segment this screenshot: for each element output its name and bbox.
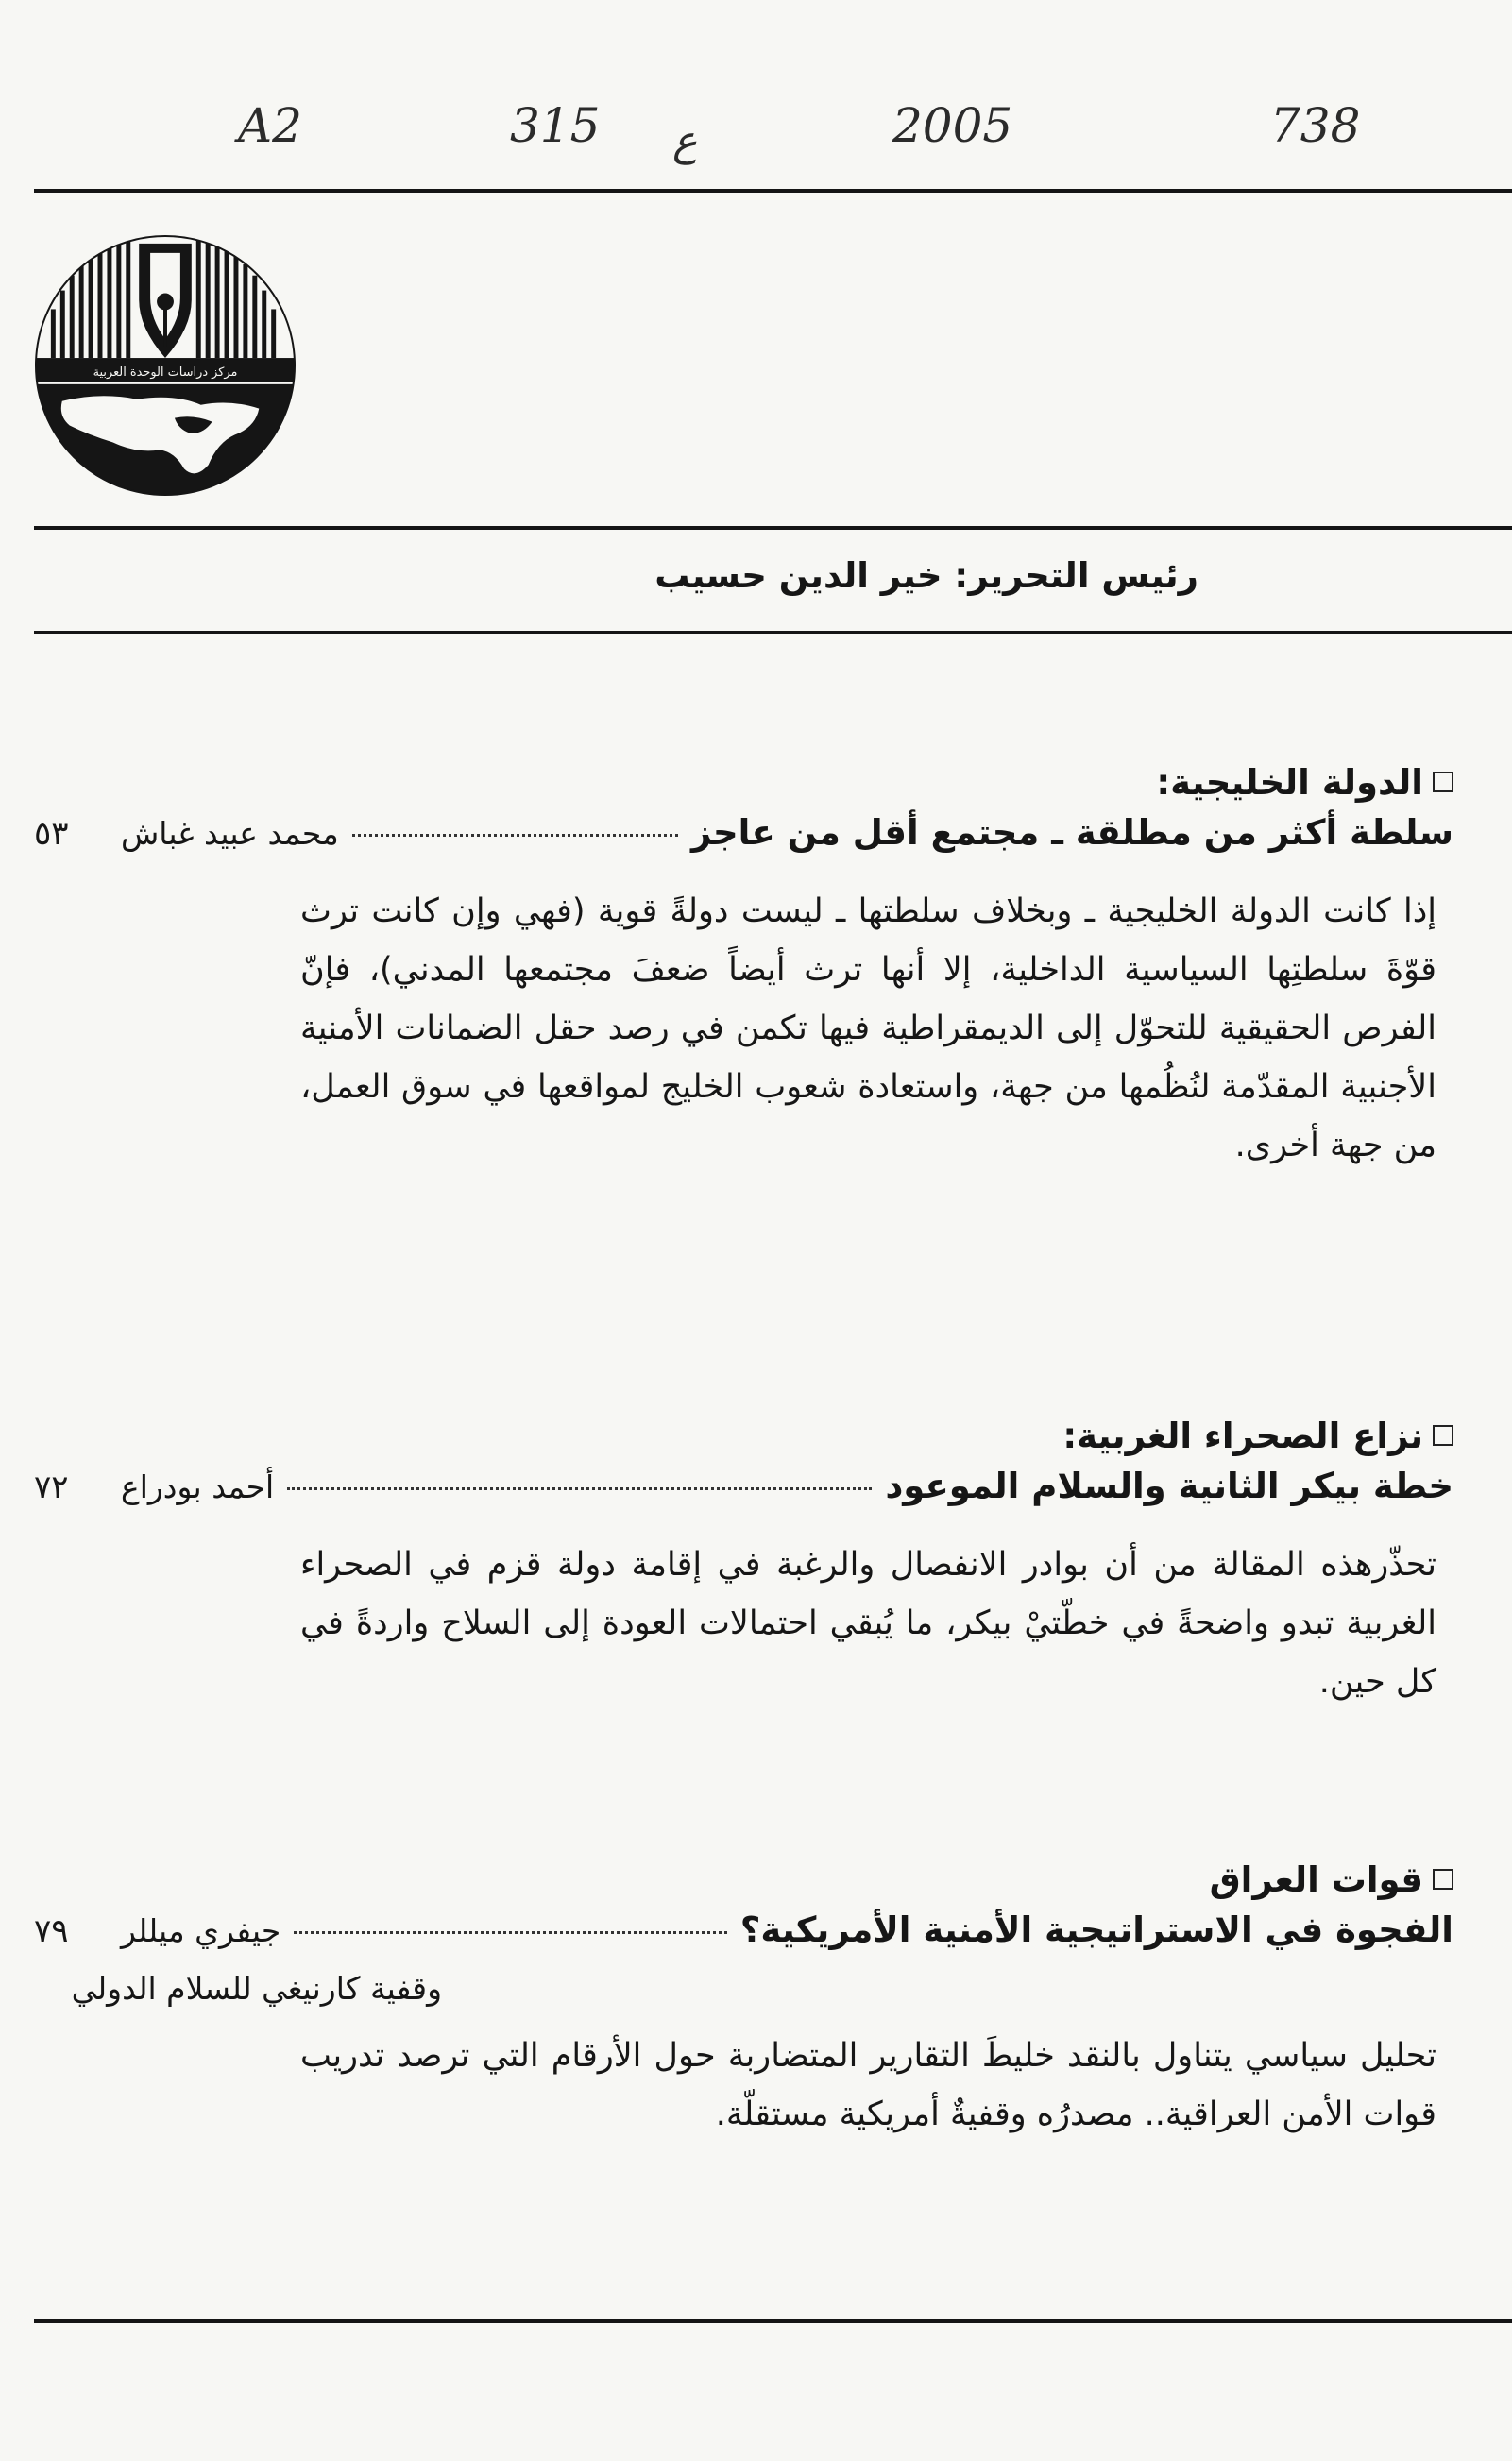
article-author: جيفري ميللر	[121, 1912, 281, 1949]
article-author: أحمد بودراع	[121, 1468, 275, 1505]
toc-section	[34, 1853, 1453, 2144]
handwritten-note: ع	[672, 117, 698, 165]
top-rule	[34, 189, 1512, 193]
section-heading	[34, 1853, 1453, 1906]
editor-in-chief-line: رئيس التحرير: خير الدين حسيب	[654, 555, 1198, 596]
article-abstract: تحليل سياسي يتناول بالنقد خليطَ التقارير المتضاربة حول الأرقام التي ترصد تدريب قوات الأمن العراقية.. مصدرُه وقفيةٌ أمريكية مستقلّة.	[300, 2037, 1436, 2133]
masthead-rule-top	[34, 526, 1512, 530]
article-author: محمد عبيد غباش	[121, 815, 339, 852]
article-abstract: تحذّرهذه المقالة من أن بوادر الانفصال والرغبة في إقامة دولة قزم في الصحراء الغربية تبدو واضحةً في خطّتيْ بيكر، ما يُبقي احتمالات العودة إلى السلاح واردةً في كل حين.	[300, 1546, 1436, 1701]
page-number: ٧٩	[34, 1912, 69, 1950]
arab-unity-studies-center-logo-icon	[34, 234, 297, 497]
leader-dots	[352, 834, 678, 837]
toc-section	[34, 755, 1453, 1175]
section-heading	[34, 755, 1453, 808]
section-heading-text: الدولة الخليجية:	[1156, 761, 1423, 803]
bottom-rule	[34, 2319, 1512, 2323]
author-affiliation: وقفية كارنيغي للسلام الدولي	[71, 1970, 442, 2007]
toc-section	[34, 1409, 1453, 1711]
masthead-rule-bottom	[34, 631, 1512, 634]
handwritten-note: 315	[510, 98, 601, 153]
section-heading-text: نزاع الصحراء الغربية:	[1062, 1415, 1423, 1456]
toc-entry[interactable]	[34, 812, 1453, 873]
handwritten-note: 2005	[892, 98, 1013, 153]
toc-entry[interactable]	[34, 1909, 1453, 1970]
square-bullet-icon	[1433, 1869, 1453, 1890]
leader-dots	[294, 1931, 727, 1934]
toc-entry[interactable]	[34, 1466, 1453, 1526]
page-number: ٧٢	[34, 1468, 69, 1506]
handwritten-note: A2	[238, 98, 302, 153]
section-heading	[34, 1409, 1453, 1462]
page-number: ٥٣	[34, 815, 69, 853]
square-bullet-icon	[1433, 772, 1453, 792]
square-bullet-icon	[1433, 1425, 1453, 1446]
leader-dots	[287, 1487, 872, 1490]
handwritten-note: 738	[1270, 98, 1361, 153]
article-title[interactable]: خطة بيكر الثانية والسلام الموعود	[885, 1466, 1453, 1506]
article-title[interactable]: الفجوة في الاستراتيجية الأمنية الأمريكية؟	[739, 1909, 1453, 1950]
section-heading-text: قوات العراق	[1209, 1858, 1423, 1900]
article-abstract: إذا كانت الدولة الخليجية ـ وبخلاف سلطتها ـ ليست دولةً قوية (فهي وإن كانت ترث قوّةَ سلطتِها السياسية الداخلية، إلا أنها ترث أيضاً ضعفَ مجتمعها المدني)، فإنّ الفرص الحقيقية للتحوّل إلى الديمقراطية فيها تكمن في رصد حقل الضمانات الأمنية الأجنبية المقدّمة لنُظُمها من جهة، واستعادة شعوب الخليج لمواقعها في سوق العمل، من جهة أخرى.	[300, 892, 1436, 1164]
article-title[interactable]: سلطة أكثر من مطلقة ـ مجتمع أقل من عاجز	[690, 812, 1453, 853]
logo-lettering: مركز دراسات الوحدة العربية	[93, 365, 238, 380]
